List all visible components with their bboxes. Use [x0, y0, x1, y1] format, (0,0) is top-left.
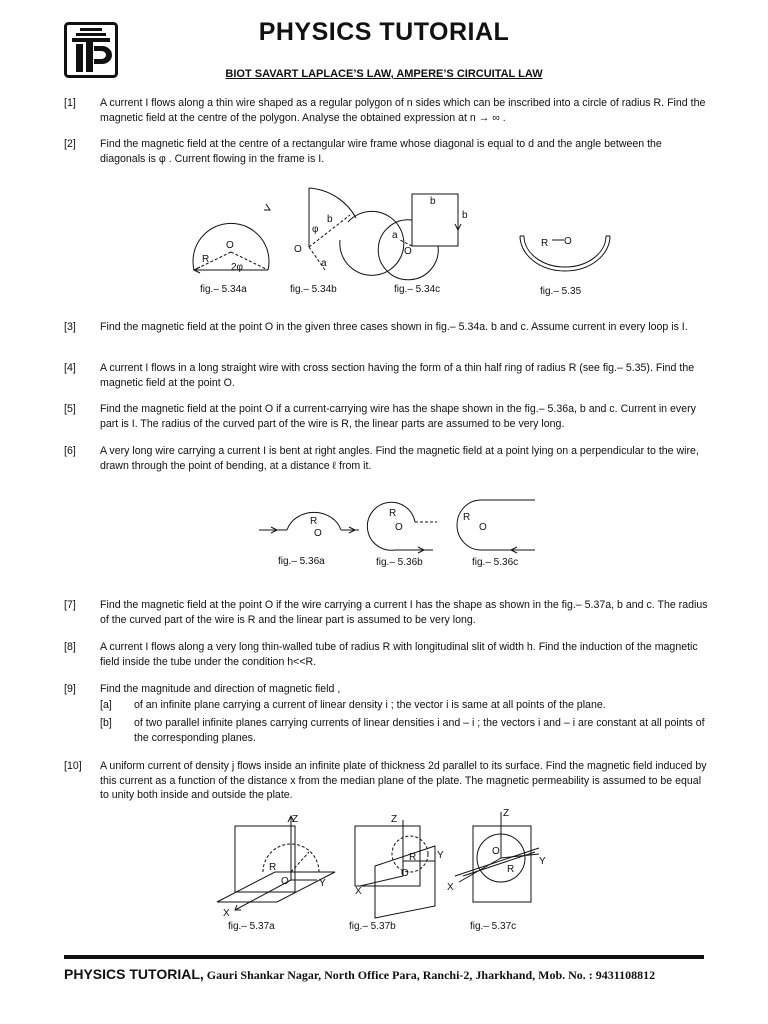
- label-O: O: [281, 876, 289, 887]
- figure-5-34a: [193, 204, 270, 273]
- question-10: [64, 759, 709, 803]
- label-R: R: [310, 516, 318, 527]
- question-2: [64, 137, 709, 166]
- question-number: [4]: [64, 362, 76, 374]
- footer-address: Gauri Shankar Nagar, North Office Para, Ranchi-2, Jharkhand, Mob. No. : 9431108812: [203, 968, 656, 982]
- label-R: R: [389, 508, 397, 519]
- caption-5-34a: fig.– 5.34a: [200, 284, 247, 295]
- label-Z: Z: [503, 808, 510, 819]
- question-number: [6]: [64, 445, 76, 457]
- figure-5-36a: [259, 512, 359, 539]
- label-b: b: [430, 196, 436, 207]
- caption-5-35: fig.– 5.35: [540, 286, 582, 297]
- label-R: R: [202, 254, 210, 265]
- label-a: a: [392, 230, 398, 241]
- label-Y: Y: [437, 850, 444, 861]
- figure-5-34c: [378, 194, 468, 280]
- label-O: O: [479, 522, 487, 533]
- label-O: O: [404, 246, 412, 257]
- caption-5-37b: fig.– 5.37b: [349, 921, 396, 932]
- label-2phi: 2φ: [231, 262, 244, 273]
- footer-brand: PHYSICS TUTORIAL,: [64, 966, 204, 982]
- label-X: X: [447, 882, 454, 893]
- figure-5-37a: [217, 814, 335, 919]
- question-number: [5]: [64, 403, 76, 415]
- part-text: of an infinite plane carrying a current of linear density i ; the vector i is same at all points of the plane.: [134, 699, 606, 711]
- label-O: O: [226, 240, 234, 251]
- question-6: [64, 444, 709, 473]
- figure-5-36b: [367, 502, 437, 553]
- label-a: a: [321, 258, 327, 269]
- question-text: Find the magnetic field at the point O if a current-carrying wire has the shape shown in the fig.– 5.36a, b and c. Current in every part is I. The radius of the curved part of the wire is R, the linear parts are assumed to be very long.: [100, 403, 696, 430]
- caption-5-37c: fig.– 5.37c: [470, 921, 517, 932]
- question-7: [64, 598, 709, 627]
- label-O: O: [492, 846, 500, 857]
- question-number: [1]: [64, 97, 76, 109]
- caption-5-36c: fig.– 5.36c: [472, 557, 519, 568]
- question-4: [64, 361, 709, 390]
- question-number: [8]: [64, 641, 76, 653]
- label-R: R: [541, 238, 549, 249]
- caption-5-34c: fig.– 5.34c: [394, 284, 441, 295]
- question-9: [64, 682, 709, 697]
- label-Z: Z: [292, 814, 299, 825]
- page-footer: [64, 966, 724, 983]
- figure-5-34-5-35: [180, 180, 620, 300]
- label-O: O: [294, 244, 302, 255]
- question-number: [3]: [64, 321, 76, 333]
- caption-5-36b: fig.– 5.36b: [376, 557, 423, 568]
- question-text: A current I flows along a very long thin-walled tube of radius R with longitudinal slit of width h. Find the induction of the magnetic field inside the tube under the condition h<<R.: [100, 641, 698, 668]
- question-number: [10]: [64, 760, 82, 772]
- page-title: PHYSICS TUTORIAL: [258, 18, 510, 46]
- footer-divider: [64, 955, 704, 959]
- label-O: O: [564, 236, 572, 247]
- page-subtitle: BIOT SAVART LAPLACE’S LAW, AMPERE’S CIRCUITAL LAW: [225, 68, 543, 80]
- question-text: A current I flows in a long straight wire with cross section having the form of a thin half ring of radius R (see fig.– 5.35). Find the magnetic field at the point O.: [100, 362, 695, 389]
- figure-5-36c: [457, 500, 535, 553]
- question-number: [9]: [64, 683, 76, 695]
- question-9-part-a: [100, 698, 710, 713]
- question-text: A current I flows along a thin wire shaped as a regular polygon of n sides which can be inscribed into a circle of radius R. Find the magnetic field at the centre of the polygon. Analyse the obtained expression at n → ∞ .: [100, 97, 706, 124]
- part-label: [a]: [100, 699, 112, 711]
- question-9-part-b: [100, 716, 710, 745]
- question-number: [7]: [64, 599, 76, 611]
- figure-5-37c: [447, 808, 546, 902]
- caption-5-34b: fig.– 5.34b: [290, 284, 337, 295]
- question-1: [64, 96, 709, 125]
- figure-5-36: [255, 494, 545, 556]
- label-Y: Y: [319, 878, 326, 889]
- label-O: O: [401, 868, 409, 879]
- label-R: R: [507, 864, 515, 875]
- question-text: Find the magnetic field at the point O in the given three cases shown in fig.– 5.34a. b and c. Assume current in every loop is I.: [100, 321, 688, 333]
- label-X: X: [355, 886, 362, 897]
- label-O: O: [395, 522, 403, 533]
- label-X: X: [223, 908, 230, 919]
- label-R: R: [463, 512, 471, 523]
- figure-5-35: [520, 236, 610, 271]
- figure-5-37: [205, 806, 565, 922]
- label-phi: φ: [312, 224, 319, 235]
- label-Y: Y: [539, 856, 546, 867]
- part-label: [b]: [100, 717, 112, 729]
- label-Z: Z: [391, 814, 398, 825]
- caption-5-36a: fig.– 5.36a: [278, 556, 325, 567]
- label-O: O: [314, 528, 322, 539]
- label-R: R: [409, 852, 417, 863]
- caption-5-37a: fig.– 5.37a: [228, 921, 275, 932]
- question-8: [64, 640, 709, 669]
- figure-5-34b: [294, 188, 404, 275]
- label-b: b: [462, 210, 468, 221]
- question-3: [64, 320, 709, 335]
- question-text: A uniform current of density j flows inside an infinite plate of thickness 2d parallel to its surface. Find the magnetic field induced by this current as a function of the distance x from the median plane of the plate. The magnetic permeability is assumed to be equal to unity both inside and outside the plate.: [100, 760, 707, 802]
- label-R: R: [269, 862, 277, 873]
- question-text: Find the magnetic field at the point O if the wire carrying a current I has the shape as shown in the fig.– 5.37a, b and c. The radius of the curved part of the wire is R and the linear part is assumed to be very long.: [100, 599, 708, 626]
- question-text: Find the magnetic field at the centre of a rectangular wire frame whose diagonal is equal to d and the angle between the diagonals is φ . Current flowing in the frame is I.: [100, 138, 662, 165]
- question-text: Find the magnitude and direction of magnetic field ,: [100, 683, 341, 695]
- part-text: of two parallel infinite planes carrying currents of linear densities i and – i ; the vectors i and – i are constant at all points of the corresponding planes.: [134, 717, 705, 744]
- figure-5-37b: [355, 814, 444, 918]
- question-number: [2]: [64, 138, 76, 150]
- label-b: b: [327, 214, 333, 225]
- question-5: [64, 402, 709, 431]
- question-text: A very long wire carrying a current I is bent at right angles. Find the magnetic field at a point lying on a perpendicular to the wire, drawn through the point of bending, at a distance ℓ from it.: [100, 445, 699, 472]
